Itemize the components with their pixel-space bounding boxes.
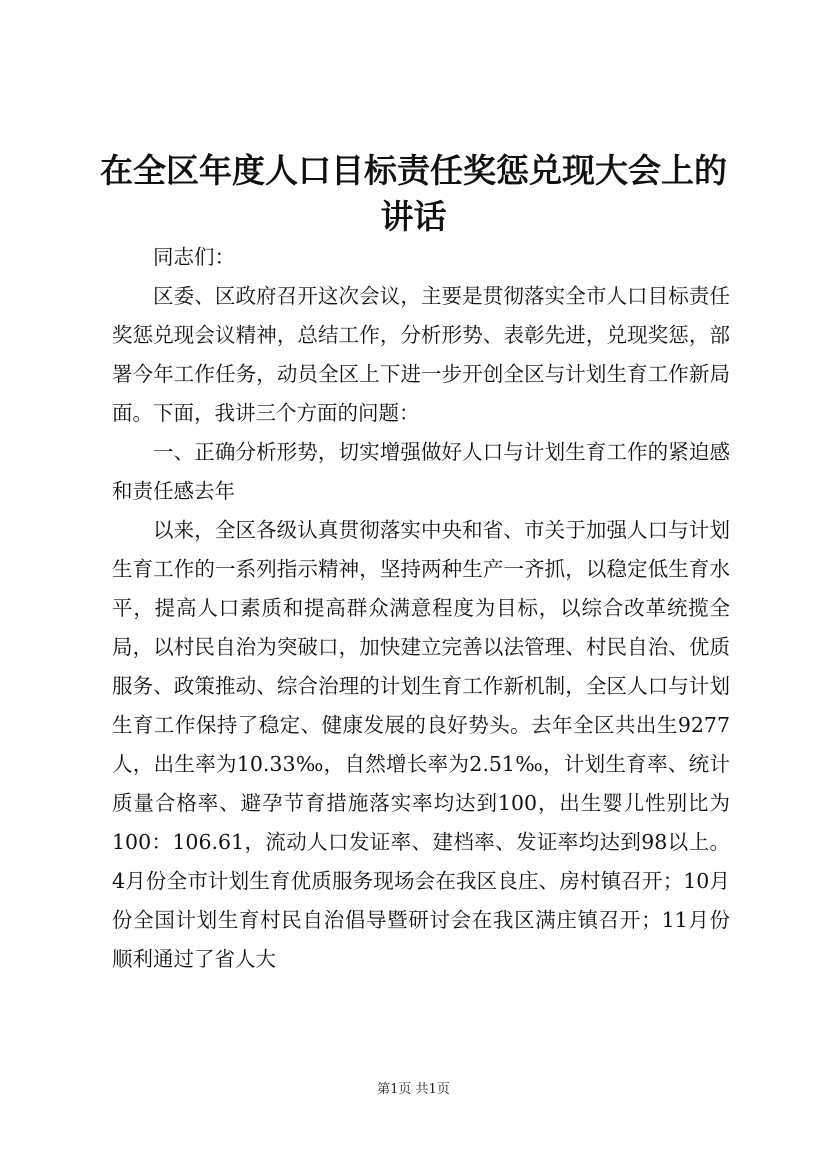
document-body: [112, 238, 730, 979]
page-footer: 第1页 共1页: [377, 1082, 450, 1097]
paragraph-2: 一、正确分析形势，切实增强做好人口与计划生育工作的紧迫感和责任感去年: [112, 440, 730, 503]
document-title: 在全区年度人口目标责任奖惩兑现大会上的讲话: [100, 151, 727, 236]
paragraph-1: 区委、区政府召开这次会议，主要是贯彻落实全市人口目标责任奖惩兑现会议精神，总结工作，分析形势、表彰先进，兑现奖惩，部署今年工作任务，动员全区上下进一步开创全区与计划生育工作新局面。下面，我讲三个方面的问题：: [112, 284, 730, 425]
salutation: 同志们：: [153, 245, 235, 269]
paragraph-3: 以来，全区各级认真贯彻落实中央和省、市关于加强人口与计划生育工作的一系列指示精神，坚持两种生产一齐抓，以稳定低生育水平，提高人口素质和提高群众满意程度为目标，以综合改革统揽全局，以村民自治为突破口，加快建立完善以法管理、村民自治、优质服务、政策推动、综合治理的计划生育工作新机制，全区人口与计划生育工作保持了稳定、健康发展的良好势头。去年全区共出生9277人，出生率为10.33‰，自然增长率为2.51‰，计划生育率、统计质量合格率、避孕节育措施落实率均达到100，出生婴儿性别比为100：106.61，流动人口发证率、建档率、发证率均达到98以上。4月份全市计划生育优质服务现场会在我区良庄、房村镇召开；10月份全国计划生育村民自治倡导暨研讨会在我区满庄镇召开；11月份顺利通过了省人大: [112, 518, 730, 971]
